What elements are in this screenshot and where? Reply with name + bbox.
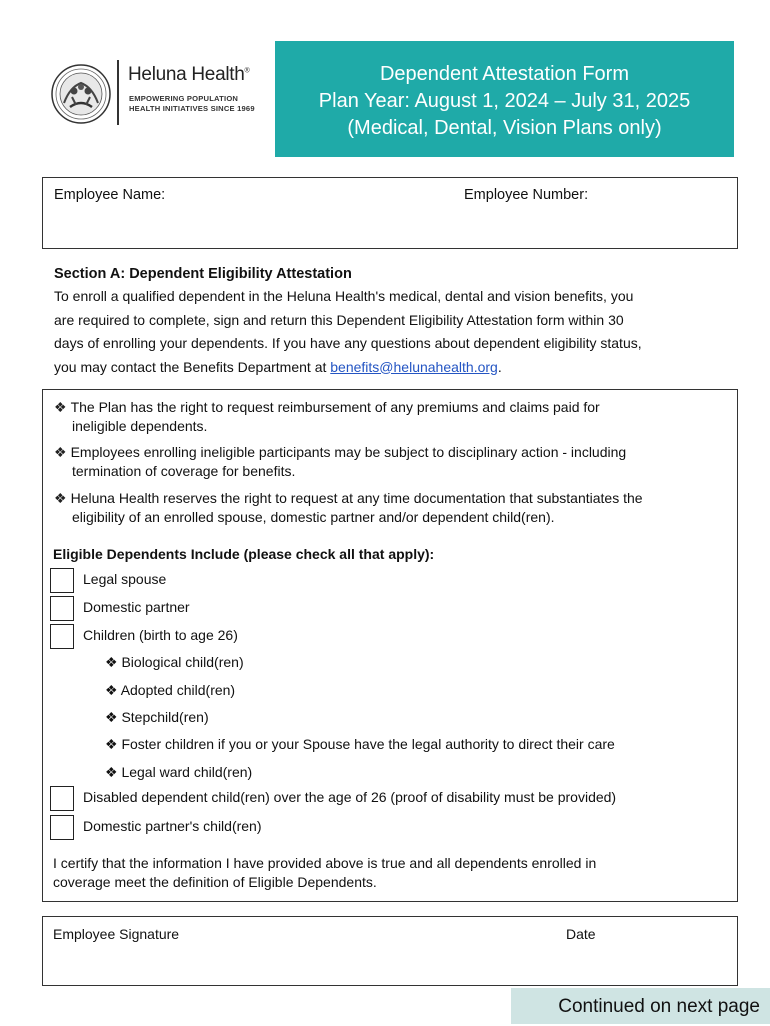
diamond-bullet-icon: ❖ [54,444,67,460]
logo-tagline-1: EMPOWERING POPULATION [129,94,239,103]
domestic-partner-label: Domestic partner [83,599,190,615]
children-label: Children (birth to age 26) [83,627,238,643]
child-type-item: ❖ Adopted child(ren) [105,682,236,698]
diamond-bullet-icon: ❖ [54,490,67,506]
employee-signature-field[interactable]: Employee Signature [53,926,180,942]
plan-year: Plan Year: August 1, 2024 – July 31, 2025 [318,90,691,112]
date-field[interactable]: Date [566,926,596,942]
section-a-intro [54,285,734,379]
child-type-item: ❖ Stepchild(ren) [105,709,209,725]
diamond-bullet-icon: ❖ [105,736,118,752]
section-a-title: Section A: Dependent Eligibility Attestation [54,266,352,282]
disabled-dependent-label: Disabled dependent child(ren) over the age of 26 (proof of disability must be provided) [83,789,617,805]
plan-scope: (Medical, Dental, Vision Plans only) [347,117,662,139]
partner-child-checkbox[interactable] [50,815,74,840]
employee-number-label[interactable]: Employee Number: [464,187,589,203]
child-type-item: ❖ Foster children if you or your Spouse have the legal authority to direct their care [105,736,615,752]
children-checkbox[interactable] [50,624,74,649]
diamond-bullet-icon: ❖ [105,709,118,725]
disabled-dependent-checkbox[interactable] [50,786,74,811]
benefits-email-link[interactable]: benefits@helunahealth.org [330,358,498,375]
domestic-partner-checkbox[interactable] [50,596,74,621]
legal-spouse-label: Legal spouse [83,571,167,587]
policy-bullet: ❖ The Plan has the right to request reimbursement of any premiums and claims paid for ineligible dependents. [54,399,600,434]
policy-bullet: ❖ Heluna Health reserves the right to request at any time documentation that substantiates the eligibility of an enrolled spouse, domestic partner and/or dependent child(ren). [54,490,643,525]
diamond-bullet-icon: ❖ [54,399,67,415]
continued-notice: Continued on next page [511,988,770,1024]
logo-tagline-2: HEALTH INITIATIVES SINCE 1969 [129,104,255,113]
diamond-bullet-icon: ❖ [105,682,118,698]
logo-divider [117,60,119,125]
eligible-dependents-title: Eligible Dependents Include (please check all that apply): [53,546,435,562]
employee-info-box [42,177,738,249]
certification-statement: I certify that the information I have provided above is true and all dependents enrolled in coverage meet the definition of Eligible Dependents. [53,855,597,890]
diamond-bullet-icon: ❖ [105,764,118,780]
legal-spouse-checkbox[interactable] [50,568,74,593]
logo-brand-name: Heluna Health® [128,64,250,85]
partner-child-label: Domestic partner's child(ren) [83,818,262,834]
intro-line-contact: you may contact the Benefits Department at benefits@helunahealth.org. [54,358,502,375]
child-type-item: ❖ Legal ward child(ren) [105,764,253,780]
intro-line: To enroll a qualified dependent in the Heluna Health's medical, dental and vision benefits, you [54,288,634,304]
eligibility-box [42,389,738,902]
intro-line: days of enrolling your dependents. If you have any questions about dependent eligibility status, [54,335,642,351]
child-type-item: ❖ Biological child(ren) [105,654,244,670]
policy-bullet: ❖ Employees enrolling ineligible participants may be subject to disciplinary action - including termination of coverage for benefits. [54,444,627,479]
employee-name-label[interactable]: Employee Name: [54,187,166,203]
intro-line: are required to complete, sign and return this Dependent Eligibility Attestation form within 30 [54,311,624,328]
heluna-health-logo [50,60,265,130]
form-title: Dependent Attestation Form [379,63,630,85]
diamond-bullet-icon: ❖ [105,654,118,670]
signature-box [42,916,738,986]
heluna-emblem-icon [50,63,112,125]
form-header [275,41,734,157]
